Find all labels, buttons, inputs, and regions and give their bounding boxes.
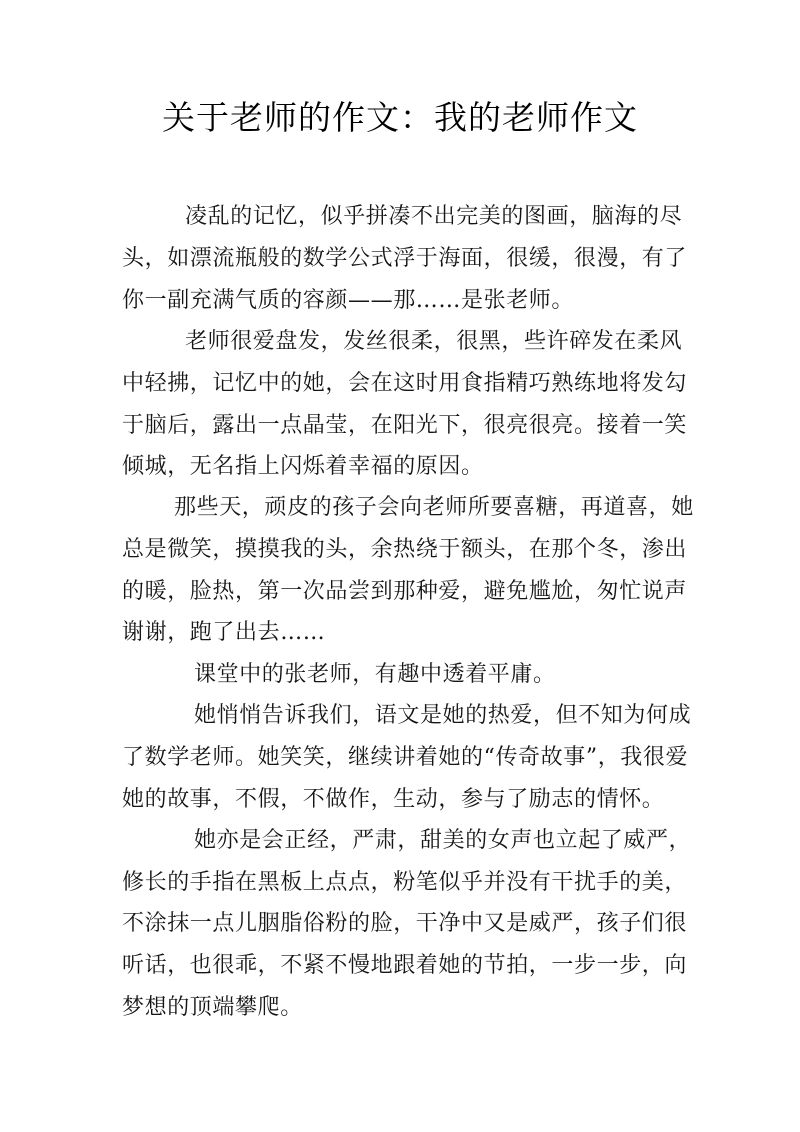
text-line: 中轻拂，记忆中的她，会在这时用食指精巧熟练地将发勾: [122, 371, 688, 396]
text-line: 听话，也很乖，不紧不慢地跟着她的节拍，一步一步，向: [122, 953, 688, 978]
text-line: 老师很爱盘发，发丝很柔，很黑，些许碎发在柔风: [185, 329, 683, 354]
text-line: 你一副充满气质的容颜——那……是张老师。: [122, 288, 575, 313]
text-line: 梦想的顶端攀爬。: [122, 995, 303, 1020]
text-line: 倾城，无名指上闪烁着幸福的原因。: [122, 454, 484, 479]
text-line: 了数学老师。她笑笑，继续讲着她的“传奇故事”，我很爱: [122, 745, 689, 770]
text-line: 于脑后，露出一点晶莹，在阳光下，很亮很亮。接着一笑: [122, 413, 688, 438]
text-line: 凌乱的记忆，似乎拼凑不出完美的图画，脑海的尽: [185, 204, 683, 229]
text-line: 的暖，脸热，第一次品尝到那种爱，避免尴尬，匆忙说声: [122, 579, 688, 604]
text-line: 修长的手指在黑板上点点，粉笔似乎并没有干扰手的美，: [122, 870, 688, 895]
text-line: 她亦是会正经，严肃，甜美的女声也立起了威严，: [194, 828, 692, 853]
text-line: 谢谢，跑了出去……: [122, 620, 326, 645]
text-line: 总是微笑，摸摸我的头，余热绕于额头，在那个冬，渗出: [122, 537, 688, 562]
text-line: 她的故事，不假，不做作，生动，参与了励志的情怀。: [122, 787, 665, 812]
text-line: 她悄悄告诉我们，语文是她的热爱，但不知为何成: [194, 703, 692, 728]
document-title: 关于老师的作文：我的老师作文: [162, 98, 638, 137]
text-line: 课堂中的张老师，有趣中透着平庸。: [194, 662, 556, 687]
text-line: 不涂抹一点儿胭脂俗粉的脸，干净中又是威严，孩子们很: [122, 911, 688, 936]
text-line: 那些天，顽皮的孩子会向老师所要喜糖，再道喜，她: [174, 495, 694, 520]
text-line: 头，如漂流瓶般的数学公式浮于海面，很缓，很漫，有了: [122, 246, 688, 271]
